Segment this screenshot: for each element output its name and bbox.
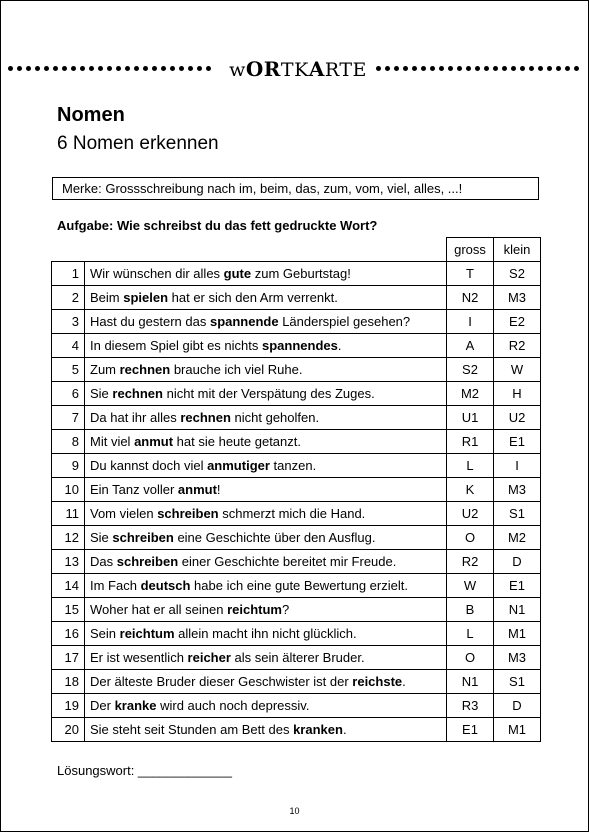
- klein-code[interactable]: I: [494, 454, 541, 478]
- page-number: 10: [289, 806, 300, 816]
- dot-ornament: [89, 66, 94, 71]
- table-row: [52, 478, 541, 502]
- klein-code[interactable]: H: [494, 382, 541, 406]
- dot-ornament: [430, 66, 435, 71]
- klein-code[interactable]: M1: [494, 718, 541, 742]
- gross-code[interactable]: L: [447, 454, 494, 478]
- sentence-cell: [85, 574, 447, 598]
- sentence-text: !: [216, 482, 221, 497]
- row-number: 2: [52, 286, 85, 310]
- dot-ornament: [556, 66, 561, 71]
- row-number: 12: [52, 526, 85, 550]
- gross-code[interactable]: K: [447, 478, 494, 502]
- sentence-text: Sie: [90, 386, 113, 401]
- table-row: [52, 454, 541, 478]
- target-word: kranken: [293, 722, 343, 737]
- klein-code[interactable]: M2: [494, 526, 541, 550]
- sentence-text: tanzen.: [269, 458, 317, 473]
- row-number: 3: [52, 310, 85, 334]
- sentence-cell: [85, 406, 447, 430]
- klein-code[interactable]: M3: [494, 478, 541, 502]
- sentence-text: Er ist wesentlich: [90, 650, 188, 665]
- brand-letter: E: [352, 59, 367, 81]
- dot-ornament: [538, 66, 543, 71]
- dot-ornament: [17, 66, 22, 71]
- sentence-text: eine Geschichte über den Ausflug.: [173, 530, 376, 545]
- table-row: [52, 526, 541, 550]
- dot-ornament: [179, 66, 184, 71]
- target-word: rechnen: [180, 410, 231, 425]
- dot-ornament: [53, 66, 58, 71]
- gross-code[interactable]: M2: [447, 382, 494, 406]
- gross-code[interactable]: S2: [447, 358, 494, 382]
- target-word: rechnen: [112, 386, 163, 401]
- klein-code[interactable]: E1: [494, 574, 541, 598]
- sentence-text: Sein: [90, 626, 120, 641]
- sentence-text: Du kannst doch viel: [90, 458, 208, 473]
- brand-letter: O: [245, 57, 264, 81]
- dot-ornament: [35, 66, 40, 71]
- gross-code[interactable]: B: [447, 598, 494, 622]
- brand-letter: A: [308, 57, 325, 81]
- sentence-text: wird auch noch depressiv.: [156, 698, 310, 713]
- sentence-cell: [85, 694, 447, 718]
- gross-code[interactable]: N2: [447, 286, 494, 310]
- gross-code[interactable]: N1: [447, 670, 494, 694]
- table-row: [52, 286, 541, 310]
- sentence-text: habe ich eine gute Bewertung erzielt.: [190, 578, 408, 593]
- sentence-cell: [85, 622, 447, 646]
- rule-box: Merke: Grossschreibung nach im, beim, das, zum, vom, viel, alles, ...!: [52, 177, 539, 200]
- gross-code[interactable]: R2: [447, 550, 494, 574]
- sentence-text: Wir wünschen dir alles: [90, 266, 224, 281]
- row-number: 15: [52, 598, 85, 622]
- row-number: 18: [52, 670, 85, 694]
- klein-code[interactable]: M3: [494, 646, 541, 670]
- klein-code[interactable]: E2: [494, 310, 541, 334]
- sentence-text: Der: [90, 698, 115, 713]
- gross-code[interactable]: L: [447, 622, 494, 646]
- klein-code[interactable]: M1: [494, 622, 541, 646]
- dot-ornament: [547, 66, 552, 71]
- target-word: anmut: [134, 434, 174, 449]
- sentence-text: zum Geburtstag!: [251, 266, 351, 281]
- row-number: 16: [52, 622, 85, 646]
- target-word: rechnen: [119, 362, 171, 377]
- sentence-text: Im Fach: [90, 578, 141, 593]
- table-row: [52, 310, 541, 334]
- klein-code[interactable]: S1: [494, 670, 541, 694]
- dot-ornament: [574, 66, 579, 71]
- gross-code[interactable]: T: [447, 262, 494, 286]
- sentence-text: brauche ich viel Ruhe.: [170, 362, 303, 377]
- sentence-cell: [85, 718, 447, 742]
- table-row: [52, 598, 541, 622]
- row-number: 4: [52, 334, 85, 358]
- table-row: [52, 694, 541, 718]
- dotted-rule-left: [8, 63, 213, 73]
- dot-ornament: [197, 66, 202, 71]
- gross-code[interactable]: U1: [447, 406, 494, 430]
- dotted-rule-right: [369, 63, 579, 73]
- sentence-text: Woher hat er all seinen: [90, 602, 228, 617]
- gross-code[interactable]: E1: [447, 718, 494, 742]
- target-word: anmut: [177, 482, 217, 497]
- row-number: 14: [52, 574, 85, 598]
- dot-ornament: [376, 66, 381, 71]
- row-number: 11: [52, 502, 85, 526]
- target-word: reichste: [352, 674, 403, 689]
- target-word: reichtum: [119, 626, 175, 641]
- gross-code[interactable]: R3: [447, 694, 494, 718]
- dot-ornament: [421, 66, 426, 71]
- table-row: [52, 334, 541, 358]
- dot-ornament: [134, 66, 139, 71]
- sentence-text: Mit viel: [90, 434, 135, 449]
- sentence-text: als sein älterer Bruder.: [230, 650, 365, 665]
- sentence-text: Zum: [90, 362, 120, 377]
- klein-code[interactable]: E1: [494, 430, 541, 454]
- dot-ornament: [71, 66, 76, 71]
- dot-ornament: [565, 66, 570, 71]
- sentence-text: schmerzt mich die Hand.: [218, 506, 366, 521]
- sentence-cell: [85, 430, 447, 454]
- table-row: [52, 718, 541, 742]
- row-number: 7: [52, 406, 85, 430]
- row-number: 1: [52, 262, 85, 286]
- row-number: 10: [52, 478, 85, 502]
- gross-code[interactable]: W: [447, 574, 494, 598]
- sentence-text: einer Geschichte bereitet mir Freude.: [178, 554, 397, 569]
- dot-ornament: [520, 66, 525, 71]
- sentence-cell: [85, 454, 447, 478]
- row-number: 5: [52, 358, 85, 382]
- dot-ornament: [484, 66, 489, 71]
- dot-ornament: [412, 66, 417, 71]
- target-word: schreiben: [112, 530, 174, 545]
- dot-ornament: [511, 66, 516, 71]
- row-number: 9: [52, 454, 85, 478]
- sentence-text: Hast du gestern das: [90, 314, 210, 329]
- sentence-text: hat er sich den Arm verrenkt.: [168, 290, 338, 305]
- sentence-text: Beim: [90, 290, 124, 305]
- target-word: spannende: [209, 314, 279, 329]
- klein-code[interactable]: S1: [494, 502, 541, 526]
- brand-letter: R: [263, 57, 281, 81]
- sentence-cell: [85, 646, 447, 670]
- header-row: [52, 238, 541, 262]
- klein-code[interactable]: W: [494, 358, 541, 382]
- task-instruction: Aufgabe: Wie schreibst du das fett gedruckte Wort?: [57, 218, 378, 233]
- table-row: [52, 574, 541, 598]
- sentence-text: Da hat ihr alles: [90, 410, 181, 425]
- row-number: 19: [52, 694, 85, 718]
- sentence-text: hat sie heute getanzt.: [173, 434, 301, 449]
- klein-code[interactable]: S2: [494, 262, 541, 286]
- dot-ornament: [403, 66, 408, 71]
- sentence-cell: [85, 262, 447, 286]
- dot-ornament: [394, 66, 399, 71]
- dot-ornament: [26, 66, 31, 71]
- sentence-cell: [85, 382, 447, 406]
- column-header-gross: gross: [447, 238, 494, 262]
- row-number: 17: [52, 646, 85, 670]
- gross-code[interactable]: R1: [447, 430, 494, 454]
- sentence-cell: [85, 670, 447, 694]
- klein-code[interactable]: R2: [494, 334, 541, 358]
- dot-ornament: [161, 66, 166, 71]
- dot-ornament: [152, 66, 157, 71]
- klein-code[interactable]: M3: [494, 286, 541, 310]
- sentence-cell: [85, 478, 447, 502]
- table-row: [52, 550, 541, 574]
- page-subtitle: 6 Nomen erkennen: [57, 133, 219, 154]
- brand-letter: w: [229, 59, 246, 81]
- dot-ornament: [116, 66, 121, 71]
- target-word: spannendes: [261, 338, 338, 353]
- sentence-text: Das: [90, 554, 117, 569]
- dot-ornament: [107, 66, 112, 71]
- sentence-text: allein macht ihn nicht glücklich.: [174, 626, 357, 641]
- table-row: [52, 670, 541, 694]
- target-word: gute: [223, 266, 252, 281]
- klein-code[interactable]: N1: [494, 598, 541, 622]
- target-word: schreiben: [157, 506, 219, 521]
- gross-code[interactable]: A: [447, 334, 494, 358]
- dot-ornament: [493, 66, 498, 71]
- sentence-text: Ein Tanz voller: [90, 482, 178, 497]
- gross-code[interactable]: O: [447, 646, 494, 670]
- sentence-cell: [85, 334, 447, 358]
- header-spacer: [52, 238, 447, 262]
- sentence-text: .: [402, 674, 406, 689]
- sentence-text: In diesem Spiel gibt es nichts: [90, 338, 262, 353]
- sentence-cell: [85, 358, 447, 382]
- target-word: kranke: [114, 698, 157, 713]
- gross-code[interactable]: O: [447, 526, 494, 550]
- target-word: deutsch: [140, 578, 191, 593]
- solution-word-field[interactable]: Lösungswort: _____________: [57, 763, 232, 778]
- sentence-text: Vom vielen: [90, 506, 158, 521]
- row-number: 20: [52, 718, 85, 742]
- sentence-cell: [85, 286, 447, 310]
- target-word: anmutiger: [207, 458, 270, 473]
- sentence-cell: [85, 598, 447, 622]
- exercise-table: [51, 237, 541, 742]
- sentence-text: Der älteste Bruder dieser Geschwister ist der: [90, 674, 353, 689]
- sentence-cell: [85, 502, 447, 526]
- row-number: 13: [52, 550, 85, 574]
- klein-code[interactable]: D: [494, 550, 541, 574]
- target-word: schreiben: [116, 554, 179, 569]
- table-row: [52, 382, 541, 406]
- klein-code[interactable]: U2: [494, 406, 541, 430]
- klein-code[interactable]: D: [494, 694, 541, 718]
- table-row: [52, 406, 541, 430]
- dot-ornament: [80, 66, 85, 71]
- dot-ornament: [125, 66, 130, 71]
- table-row: [52, 430, 541, 454]
- table-row: [52, 646, 541, 670]
- header-band: [8, 59, 579, 79]
- dot-ornament: [170, 66, 175, 71]
- table-row: [52, 358, 541, 382]
- target-word: spielen: [123, 290, 169, 305]
- dot-ornament: [457, 66, 462, 71]
- dot-ornament: [439, 66, 444, 71]
- sentence-text: Länderspiel gesehen?: [278, 314, 411, 329]
- dot-ornament: [206, 66, 211, 71]
- target-word: reichtum: [227, 602, 282, 617]
- dot-ornament: [475, 66, 480, 71]
- dot-ornament: [98, 66, 103, 71]
- table-row: [52, 622, 541, 646]
- dot-ornament: [466, 66, 471, 71]
- sentence-text: Sie: [90, 530, 113, 545]
- sentence-text: ?: [281, 602, 290, 617]
- row-number: 8: [52, 430, 85, 454]
- brand-logo: [223, 57, 373, 81]
- dot-ornament: [529, 66, 534, 71]
- sentence-cell: [85, 310, 447, 334]
- table-row: [52, 502, 541, 526]
- brand-letter: R: [324, 59, 340, 81]
- brand-letter: T: [339, 59, 353, 81]
- dot-ornament: [448, 66, 453, 71]
- sentence-text: Sie steht seit Stunden am Bett des: [90, 722, 294, 737]
- dot-ornament: [385, 66, 390, 71]
- column-header-klein: klein: [494, 238, 541, 262]
- gross-code[interactable]: I: [447, 310, 494, 334]
- target-word: reicher: [187, 650, 231, 665]
- brand-letter: T: [280, 59, 295, 81]
- brand-letter: K: [294, 59, 309, 81]
- dot-ornament: [8, 66, 13, 71]
- sentence-text: .: [337, 338, 342, 353]
- sentence-text: nicht geholfen.: [230, 410, 320, 425]
- gross-code[interactable]: U2: [447, 502, 494, 526]
- table-row: [52, 262, 541, 286]
- sentence-text: nicht mit der Verspätung des Zuges.: [162, 386, 375, 401]
- dot-ornament: [44, 66, 49, 71]
- dot-ornament: [62, 66, 67, 71]
- sentence-cell: [85, 526, 447, 550]
- row-number: 6: [52, 382, 85, 406]
- dot-ornament: [143, 66, 148, 71]
- dot-ornament: [188, 66, 193, 71]
- sentence-cell: [85, 550, 447, 574]
- dot-ornament: [502, 66, 507, 71]
- sentence-text: .: [342, 722, 347, 737]
- page-title: Nomen: [57, 104, 125, 126]
